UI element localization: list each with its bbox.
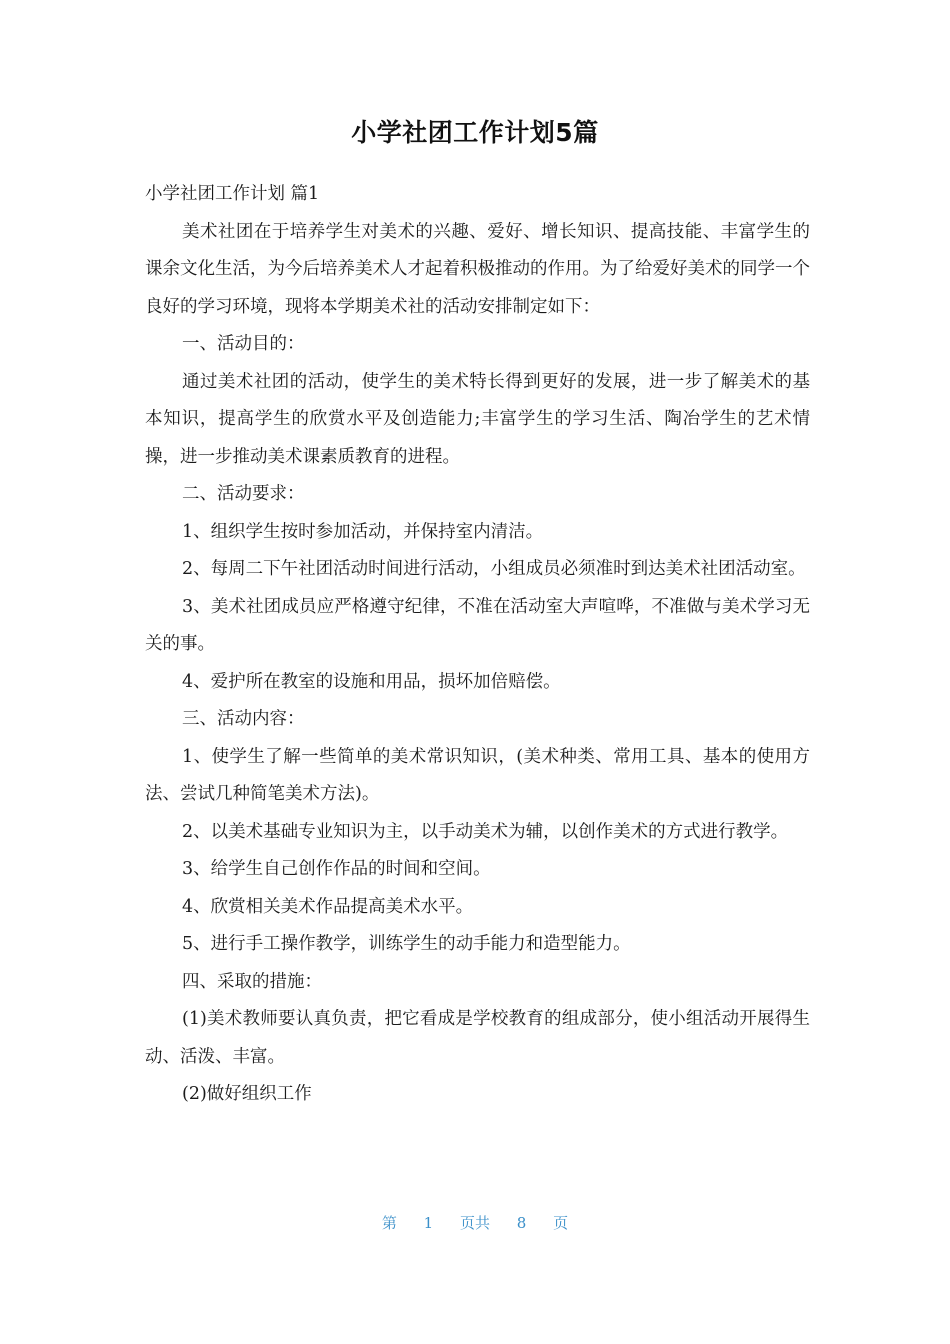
paragraph: 二、活动要求： xyxy=(182,484,305,504)
paragraph: 三、活动内容： xyxy=(182,709,305,729)
paragraph: 通过美术社团的活动，使学生的美术特长得到更好的发展，进一步了解美术的基本知识，提高学生的欣赏水平及创造能力;丰富学生的学习生活、陶冶学生的艺术情操，进一步推动美术课素质教育的进程。 xyxy=(145,371,810,467)
paragraph: 4、爱护所在教室的设施和用品，损坏加倍赔偿。 xyxy=(182,671,561,692)
paragraph: 1、组织学生按时参加活动，并保持室内清洁。 xyxy=(182,521,544,542)
paragraph: 1、使学生了解一些简单的美术常识知识，(美术种类、常用工具、基本的使用方法、尝试几种简笔美术方法)。 xyxy=(145,746,810,804)
page-footer xyxy=(0,1212,950,1233)
paragraph: 3、美术社团成员应严格遵守纪律，不准在活动室大声喧哗，不准做与美术学习无关的事。 xyxy=(145,596,810,654)
footer-suffix: 页 xyxy=(553,1214,569,1232)
paragraph: 2、每周二下午社团活动时间进行活动，小组成员必须准时到达美术社团活动室。 xyxy=(182,559,806,579)
section-heading: 小学社团工作计划 篇1 xyxy=(145,184,320,204)
document-title: 小学社团工作计划5篇 xyxy=(351,118,599,147)
paragraph: 一、活动目的： xyxy=(182,334,305,354)
paragraph: 4、欣赏相关美术作品提高美术水平。 xyxy=(182,896,474,917)
footer-prefix: 第 xyxy=(381,1214,397,1232)
paragraph: 5、进行手工操作教学，训练学生的动手能力和造型能力。 xyxy=(182,934,631,954)
paragraph: (2)做好组织工作 xyxy=(182,1084,312,1104)
paragraph: 美术社团在于培养学生对美术的兴趣、爱好、增长知识、提高技能、丰富学生的课余文化生活，为今后培养美术人才起着积极推动的作用。为了给爱好美术的同学一个良好的学习环境，现将本学期美术社的活动安排制定如下： xyxy=(145,221,810,317)
paragraph: 四、采取的措施： xyxy=(182,971,322,992)
paragraph: (1)美术教师要认真负责，把它看成是学校教育的组成部分，使小组活动开展得生动、活泼、丰富。 xyxy=(145,1009,810,1067)
document-body xyxy=(145,176,810,1114)
paragraph: 2、以美术基础专业知识为主，以手动美术为辅，以创作美术的方式进行教学。 xyxy=(182,821,789,842)
footer-middle: 页共 xyxy=(459,1214,490,1232)
paragraph: 3、给学生自己创作作品的时间和空间。 xyxy=(182,859,491,879)
footer-current-page: 1 xyxy=(423,1214,434,1232)
footer-total-pages: 8 xyxy=(516,1214,527,1232)
